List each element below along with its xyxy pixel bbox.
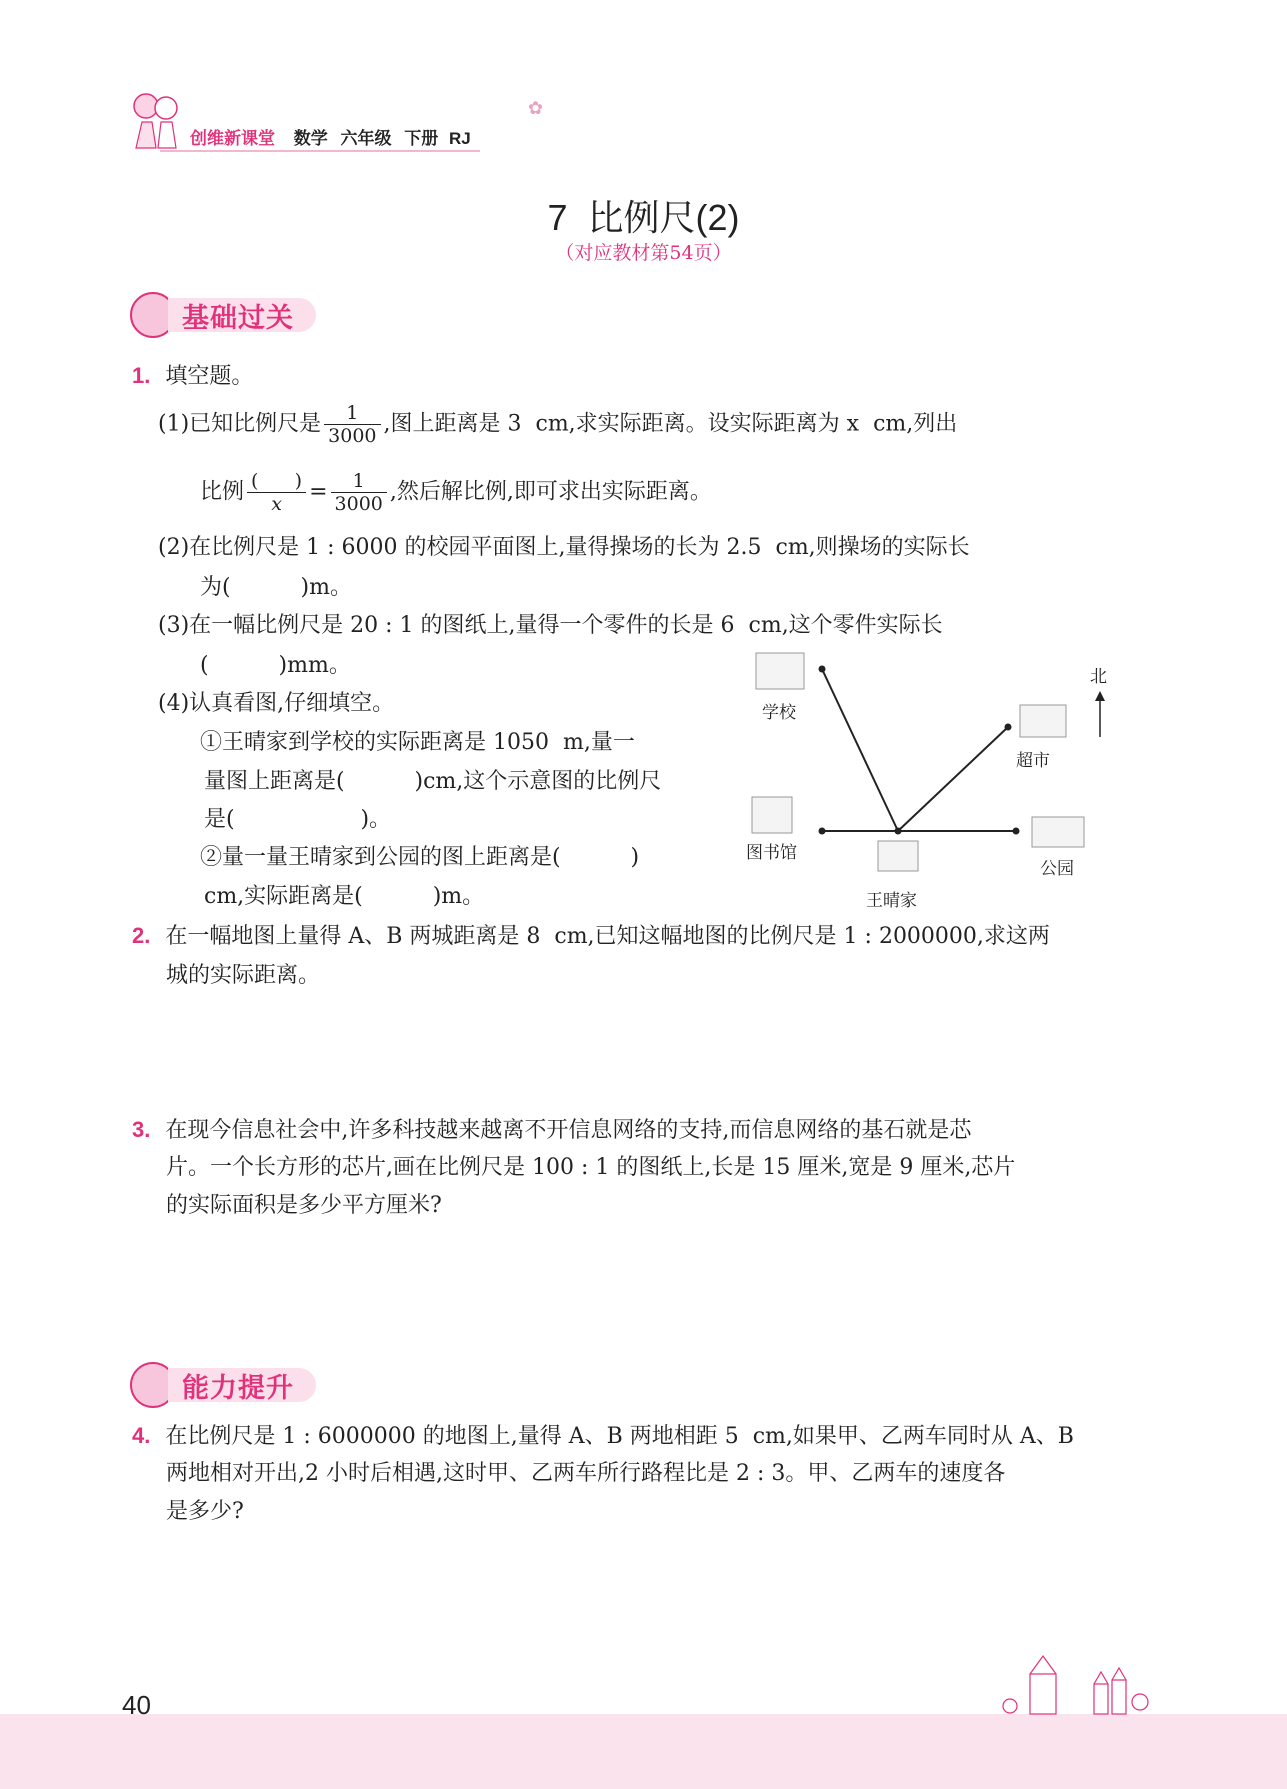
frac-den: 3000	[334, 493, 383, 515]
q1-part4-a-line1: ①王晴家到学校的实际距离是 1050 m,量一	[200, 730, 635, 755]
section-basic	[130, 292, 316, 338]
flower-icon: ✿	[528, 98, 544, 119]
fraction-scale	[324, 402, 380, 447]
q1-part2-line1: (2)在比例尺是 1 : 6000 的校园平面图上,量得操场的长为 2.5 cm,则操场的实际长	[158, 535, 970, 560]
header-mascot-icon	[128, 88, 184, 154]
school-label: 学校	[762, 703, 796, 723]
footer-band	[0, 1714, 1287, 1789]
q1-part4-a-line2[interactable]: 量图上距离是( )cm,这个示意图的比例尺	[204, 769, 662, 794]
q1-p1-prefix: (1)已知比例尺是	[158, 411, 322, 437]
section-advanced	[130, 1362, 316, 1408]
header-edition: RJ	[448, 129, 471, 148]
header-bar	[190, 124, 471, 149]
q2-number: 2.	[132, 923, 151, 948]
q1-part1-line1	[158, 402, 957, 447]
q1-number: 1.	[132, 363, 151, 388]
home-label: 王晴家	[866, 891, 917, 911]
lesson-title: 7 比例尺(2)	[547, 197, 740, 238]
q1-part4-b-line2[interactable]: cm,实际距离是( )m。	[204, 884, 485, 909]
q3-line3: 的实际面积是多少平方厘米?	[166, 1193, 442, 1218]
supermarket-label: 超市	[1016, 751, 1050, 771]
section-advanced-label: 能力提升	[168, 1368, 316, 1402]
page-number: 40	[122, 1690, 151, 1720]
q1-part3-line1: (3)在一幅比例尺是 20 : 1 的图纸上,量得一个零件的长是 6 cm,这个零件实际长	[158, 613, 943, 638]
q1-part3-line2[interactable]: ( )mm。	[200, 653, 351, 678]
frac-num: 1	[331, 470, 387, 493]
q1-part4-a-line3[interactable]: 是( )。	[204, 807, 392, 832]
q1-part4-b-line1[interactable]: ②量一量王晴家到公园的图上距离是( )	[200, 845, 640, 870]
q1-p1-line2-suffix: ,然后解比例,即可求出实际距离。	[389, 479, 712, 505]
north-label: 北	[1090, 667, 1107, 687]
q4-line3: 是多少?	[166, 1499, 244, 1524]
q3-number: 3.	[132, 1117, 151, 1142]
header-volume: 下册	[404, 129, 439, 148]
q1-p1-line2-prefix: 比例	[200, 479, 245, 505]
q1-part1-line2	[200, 470, 712, 515]
q2-text: 在一幅地图上量得 A、B 两城距离是 8 cm,已知这幅地图的比例尺是 1 : 2000000,求这两	[165, 924, 1050, 949]
q1-part2-line2[interactable]: 为( )m。	[200, 575, 352, 600]
q1-part4-title: (4)认真看图,仔细填空。	[158, 691, 395, 716]
q3-line1	[132, 1114, 971, 1147]
q4-line1	[132, 1420, 1074, 1453]
q2-line2: 城的实际距离。	[166, 963, 321, 988]
frac-den: 3000	[328, 425, 377, 447]
q1-heading	[132, 360, 253, 393]
q4-text: 在比例尺是 1 : 6000000 的地图上,量得 A、B 两地相距 5 cm,如果甲、乙两车同时从 A、B	[165, 1424, 1074, 1449]
header-rule	[160, 150, 480, 152]
frac-num: 1	[324, 402, 380, 425]
q3-line2: 片。一个长方形的芯片,画在比例尺是 100 : 1 的图纸上,长是 15 厘米,宽是 9 厘米,芯片	[166, 1155, 1016, 1180]
header-brand: 创维新课堂	[190, 129, 275, 148]
fraction-scale	[331, 470, 387, 515]
fraction-blank-over-x[interactable]	[247, 470, 306, 515]
q2-line1	[132, 920, 1050, 953]
equals-sign: =	[309, 479, 328, 505]
frac-den: x	[271, 493, 282, 515]
castle-icon	[990, 1650, 1170, 1716]
section-basic-label: 基础过关	[168, 298, 316, 332]
q4-number: 4.	[132, 1423, 151, 1448]
q3-text: 在现今信息社会中,许多科技越来越离不开信息网络的支持,而信息网络的基石就是芯	[165, 1118, 972, 1143]
q1-p1-suffix: ,图上距离是 3 cm,求实际距离。设实际距离为 x cm,列出	[383, 411, 958, 437]
q1-title: 填空题。	[165, 364, 254, 389]
header-subject: 数学	[293, 129, 328, 148]
answer-blank[interactable]: ( )	[247, 470, 306, 493]
q4-line2: 两地相对开出,2 小时后相遇,这时甲、乙两车所行路程比是 2 : 3。甲、乙两车的速度各	[166, 1461, 1006, 1486]
park-label: 公园	[1040, 859, 1074, 879]
lesson-subtitle: （对应教材第54页）	[555, 242, 732, 264]
header-grade: 六年级	[340, 129, 392, 148]
library-label: 图书馆	[746, 843, 797, 863]
